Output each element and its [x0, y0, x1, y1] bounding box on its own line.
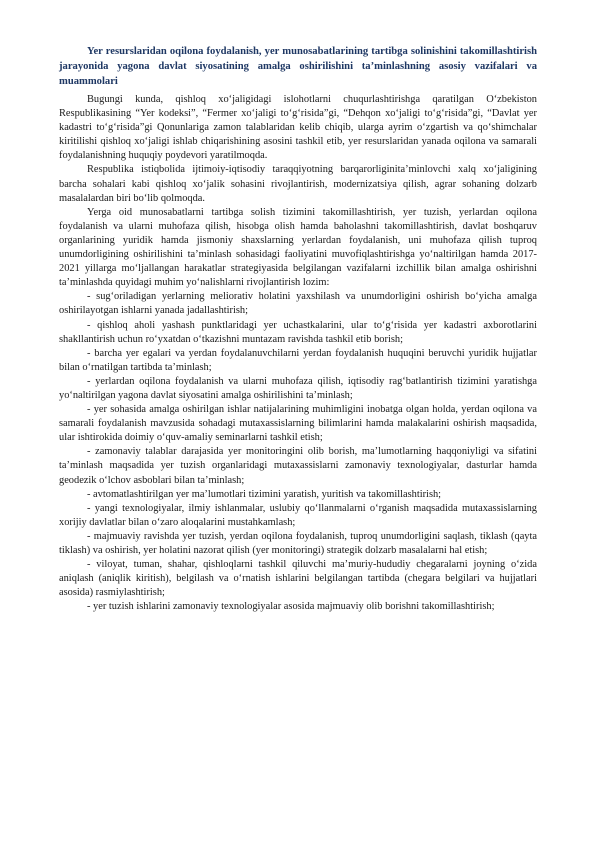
list-item: - yerlardan oqilona foydalanish va ularni muhofaza qilish, iqtisodiy rag‘batlantirish tizimini yaratishga yo‘naltirilgan yagona davlat siyosatini amalga oshirilishini ta’minlash;	[59, 375, 537, 401]
list-item: - qishloq aholi yashash punktlaridagi yer uchastkalarini, ular to‘g‘risida yer kadastri axborotlarini shakllantirish uchun ro‘yxatdan o‘tkazishni muntazam ravishda tashkil etib borish;	[59, 319, 537, 345]
list-item: - sug‘oriladigan yerlarning meliorativ holatini yaxshilash va unumdorligini oshirish bo‘yicha amalga oshirilayotgan ishlarni yanada jadallashtirish;	[59, 291, 537, 317]
document-title: Yer resurslaridan oqilona foydalanish, yer munosabatlarining tartibga solinishini takomillashtirish jarayonida yagona davlat siyosatining amalga oshirilishini ta’minlashning asosiy vazifalari va muammolari	[59, 46, 537, 87]
list-item: - majmuaviy ravishda yer tuzish, yerdan oqilona foydalanish, tuproq unumdorligini saqlash, tiklash (qayta tiklash) va oshirish, yer holatini nazorat qilish (yer monitoringi) strategik dolzarb masalalarni hal etish;	[59, 530, 537, 556]
list-item: - avtomatlashtirilgan yer ma’lumotlari tizimini yaratish, yuritish va takomillashtirish;	[87, 488, 442, 500]
paragraph: Bugungi kunda, qishloq xo‘jaligidagi islohotlarni chuqurlashtirishga qaratilgan O‘zbekiston Respublikasining “Yer kodeksi”, “Fermer xo‘jaligi to‘g‘risida”gi, “Dehqon xo‘jaligi to‘g‘risida”gi, “Davlat yer kadastri to‘g‘risida”gi Qonunlariga zamon talablaridan kelib chiqib, ularga ayrim o‘zgartish va qo‘shimchalar kiritilishi qishloq xo‘jaligi ishlab chiqarishining asosini tashkil etib, yer resurslaridan yanada oqilona va samarali foydalanishning huquqiy poydevori yaratilmoqda.	[59, 94, 537, 162]
document-page	[59, 44, 537, 614]
list-item: - viloyat, tuman, shahar, qishloqlarni tashkil qiluvchi ma’muriy-hududiy chegaralarni joyning o‘zida aniqlash (aniqlik kiritish), belgilash va o‘rnatish ishlarini belgilangan tartibda (chegara belgilari va hujjatlari asosida) rasmiylashtirish;	[59, 559, 537, 599]
list-item: - yer tuzish ishlarini zamonaviy texnologiyalar asosida majmuaviy olib borishni takomillashtirish;	[87, 601, 495, 613]
list-item: - yer sohasida amalga oshirilgan ishlar natijalarining muhimligini inobatga olgan holda, yerdan oqilona va samarali foydalanish mavzusida sohadagi mutaxassislarning bilimlarini hamda malakalarini oshirish maqsadida, ular ishtirokida doimiy o‘quv-amaliy seminarlarni tashkil etish;	[59, 404, 537, 444]
paragraph: Respublika istiqbolida ijtimoiy-iqtisodiy taraqqiyotning barqarorliginita’minlovchi xalq xo‘jaligining barcha sohalari kabi qishloq xo‘jalik sohasini rivojlantirish, modernizatsiya qilish, agrar sohaning dolzarb masalalardan biri bo‘lib qolmoqda.	[59, 164, 537, 204]
paragraph: Yerga oid munosabatlarni tartibga solish tizimini takomillashtirish, yer tuzish, yerlardan oqilona foydalanish va ularni muhofaza qilish, hisobga olish hamda baholashni takomillashtirish, davlat boshqaruv organlarining yuridik hamda jismoniy shaxslarning yerlardan foydalanish, uni muhofaza qilish tuproq unumdorligining oshirilishini ta’minlash sohasidagi faoliyatini muvofiqlashtirishga yo‘naltirilgan hamda 2017-2021 yillarga mo‘ljallangan harakatlar strategiyasida belgilangan vazifalarni izchillik bilan amalga oshirishni ta’minlashda quyidagi muhim yo‘nalishlarni rivojlantirish lozim:	[59, 206, 537, 289]
list-item: - zamonaviy talablar darajasida yer monitoringini olib borish, ma’lumotlarning haqqoniyligi va sifatini ta’minlash maqsadida yer tuzish organlaridagi mutaxassislarni zamonaviy texnologiyalar, dasturlar hamda geodezik o‘lchov asboblari bilan ta’minlash;	[59, 446, 537, 486]
list-item: - barcha yer egalari va yerdan foydalanuvchilarni yerdan foydalanish huquqini beruvchi yuridik hujjatlar bilan o‘rnatilgan tartibda ta’minlash;	[59, 347, 537, 373]
list-item: - yangi texnologiyalar, ilmiy ishlanmalar, uslubiy qo‘llanmalarni o‘rganish maqsadida mutaxassislarning xorijiy davlatlar bilan o‘zaro aloqalarini mustahkamlash;	[59, 502, 537, 528]
